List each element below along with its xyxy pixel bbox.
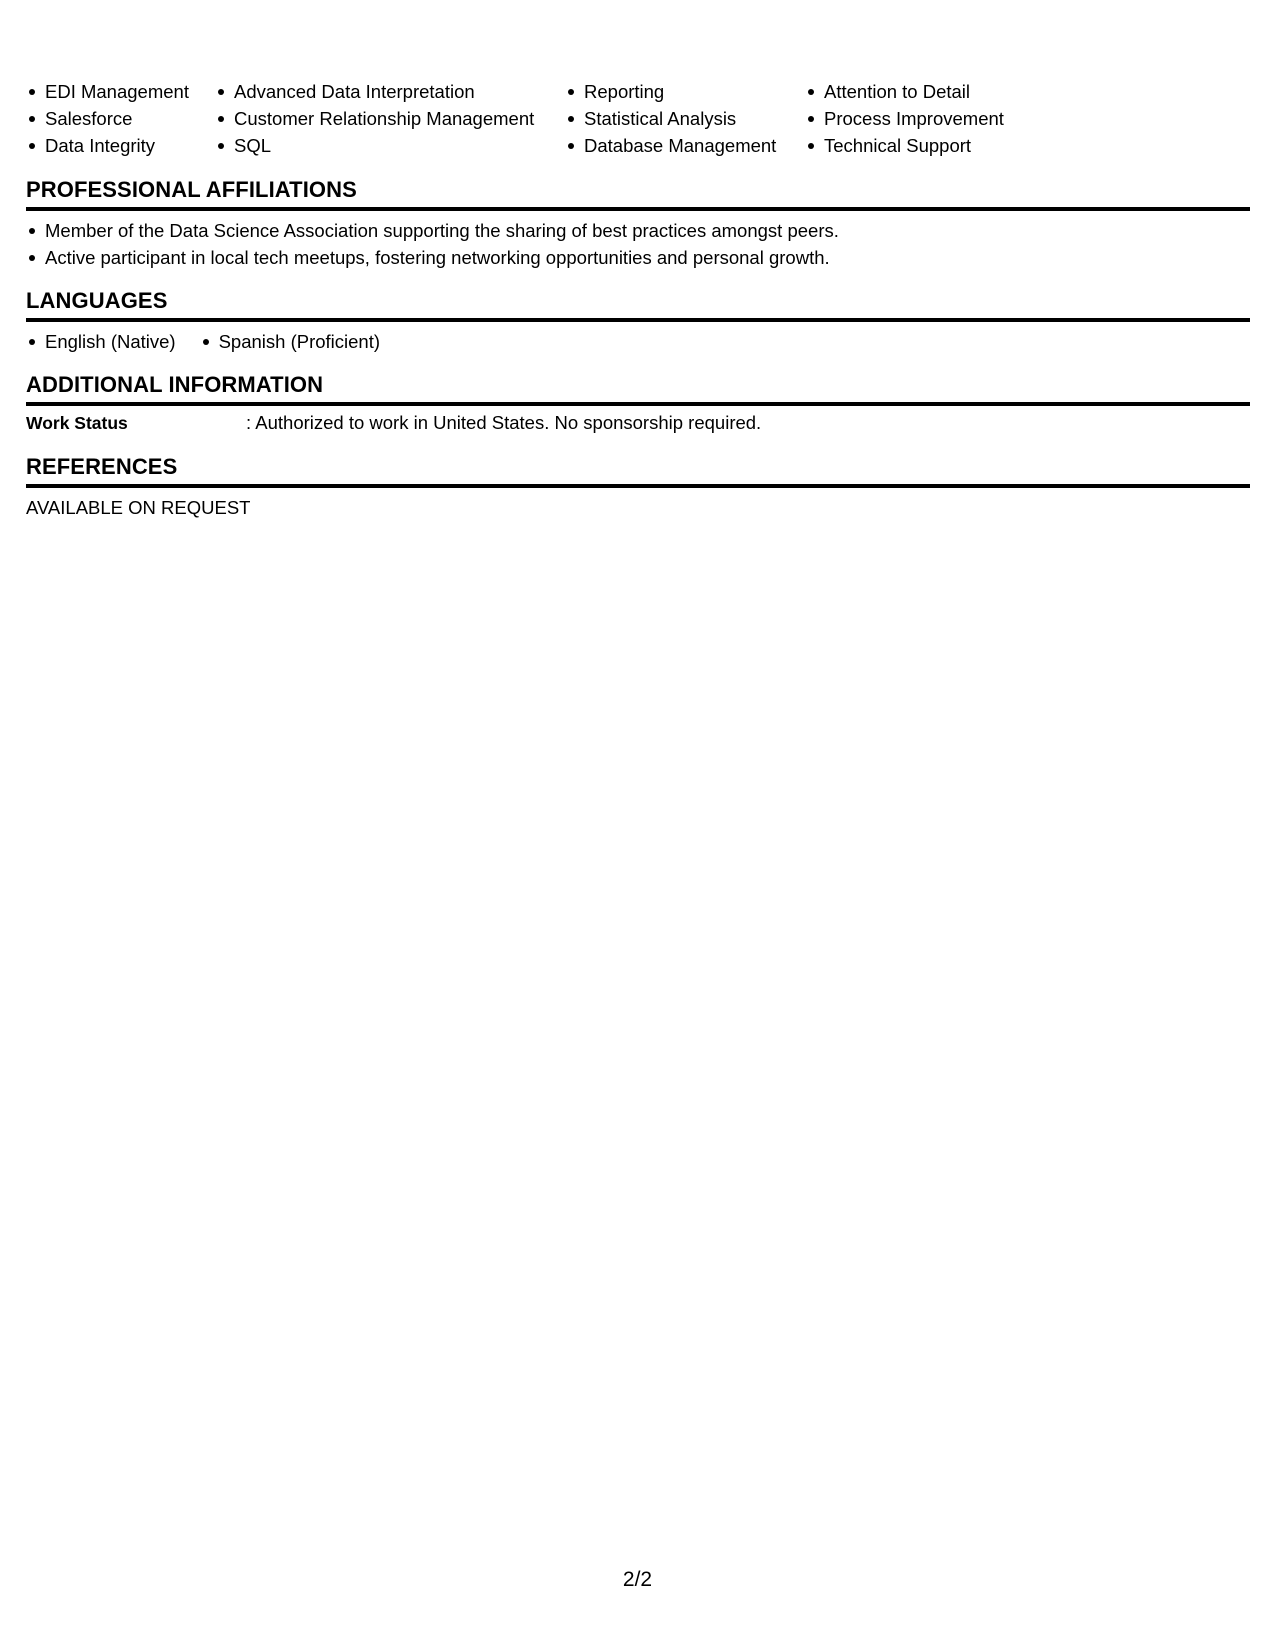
skill-item: SQL [215, 132, 565, 159]
skill-item: Database Management [565, 132, 805, 159]
affiliations-heading: PROFESSIONAL AFFILIATIONS [26, 177, 357, 202]
references-text: AVAILABLE ON REQUEST [26, 497, 251, 518]
skill-item: Data Integrity [26, 132, 215, 159]
section-divider [26, 402, 1250, 406]
affiliation-item: Member of the Data Science Association supporting the sharing of best practices amongst peers. [26, 217, 839, 244]
language-item: Spanish (Proficient) [200, 328, 380, 355]
work-status-value: : Authorized to work in United States. No sponsorship required. [246, 412, 762, 433]
references-heading: REFERENCES [26, 454, 178, 479]
work-status-label: Work Status [26, 413, 128, 433]
skill-item: Attention to Detail [805, 78, 1065, 105]
skill-item: Statistical Analysis [565, 105, 805, 132]
skills-column-4 [805, 78, 1065, 159]
skills-column-2 [215, 78, 565, 159]
skill-item: Salesforce [26, 105, 215, 132]
skills-column-3 [565, 78, 805, 159]
section-divider [26, 484, 1250, 488]
languages-list [26, 328, 404, 355]
section-divider [26, 207, 1250, 211]
skill-item: Process Improvement [805, 105, 1065, 132]
section-divider [26, 318, 1250, 322]
skill-item: Technical Support [805, 132, 1065, 159]
affiliations-list [26, 217, 839, 271]
work-status-row [26, 410, 761, 436]
skill-item: EDI Management [26, 78, 215, 105]
skills-column-1 [26, 78, 215, 159]
language-item: English (Native) [26, 328, 176, 355]
skill-item: Advanced Data Interpretation [215, 78, 565, 105]
affiliation-item: Active participant in local tech meetups, fostering networking opportunities and personal growth. [26, 244, 839, 271]
skills-grid [26, 78, 1065, 159]
page-number: 2/2 [622, 1568, 653, 1591]
skill-item: Customer Relationship Management [215, 105, 565, 132]
languages-heading: LANGUAGES [26, 288, 168, 313]
skill-item: Reporting [565, 78, 805, 105]
additional-info-heading: ADDITIONAL INFORMATION [26, 372, 324, 397]
